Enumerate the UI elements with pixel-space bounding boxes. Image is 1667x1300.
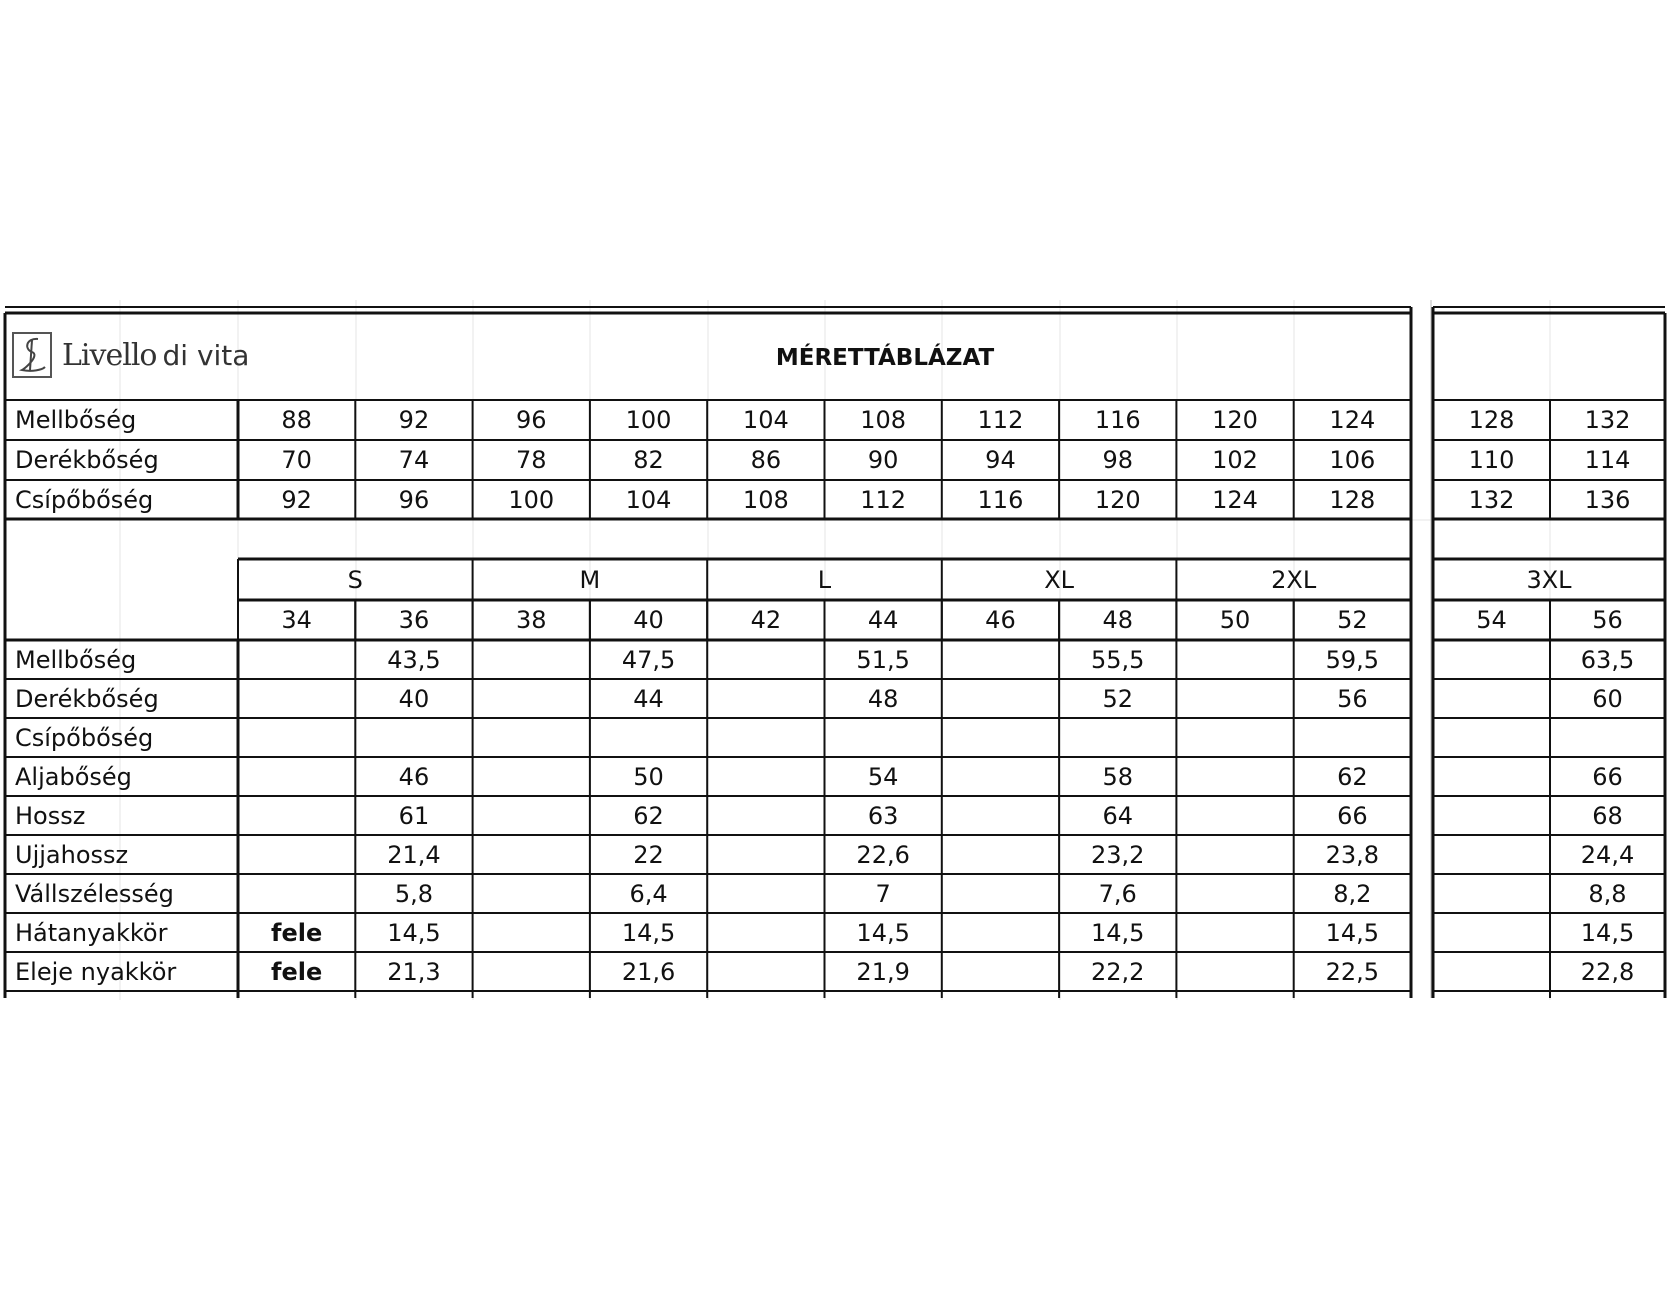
value-cell: 47,5: [621, 645, 676, 674]
value-cell: [238, 757, 355, 796]
value-cell: [1550, 718, 1665, 757]
size-number: 50: [1219, 605, 1251, 634]
value-cell: 104: [742, 405, 789, 434]
page-title: MÉRETTÁBLÁZAT: [775, 344, 995, 371]
value-cell: 48: [867, 684, 899, 713]
value-cell: [1176, 796, 1293, 835]
row-label: Hossz: [15, 801, 86, 830]
row-label: Derékbőség: [15, 445, 159, 474]
value-cell: [1433, 718, 1550, 757]
value-cell: 98: [1102, 445, 1134, 474]
value-cell: 63: [867, 801, 899, 830]
value-cell: 14,5: [1325, 918, 1380, 947]
value-cell: [942, 718, 1059, 757]
size-number: 54: [1476, 605, 1507, 634]
value-cell: [1176, 913, 1293, 952]
logo-monogram-icon: [12, 332, 52, 378]
value-cell: 14,5: [1091, 918, 1145, 947]
value-cell: 82: [633, 445, 664, 474]
value-cell: [238, 874, 355, 913]
value-cell: 86: [750, 445, 782, 474]
value-cell: [707, 913, 824, 952]
value-cell: [707, 796, 824, 835]
value-cell: [1176, 874, 1293, 913]
row-label: Csípőbőség: [15, 485, 154, 514]
value-cell: 62: [1337, 762, 1368, 791]
value-cell: [473, 640, 590, 679]
value-cell: 46: [398, 762, 430, 791]
value-cell: 22,6: [856, 840, 910, 869]
value-cell: 124: [1212, 485, 1258, 514]
value-cell: 104: [625, 485, 672, 514]
value-cell: 66: [1592, 762, 1623, 791]
value-cell: [1176, 679, 1293, 718]
size-number: 34: [281, 605, 312, 634]
value-cell: 22,5: [1325, 957, 1380, 986]
value-cell: fele: [271, 957, 323, 986]
value-cell: 63,5: [1580, 645, 1635, 674]
brand-logo: [12, 330, 249, 380]
value-cell: 132: [1468, 485, 1515, 514]
value-cell: 120: [1094, 485, 1141, 514]
value-cell: 96: [398, 485, 430, 514]
value-cell: [942, 640, 1059, 679]
value-cell: [1059, 718, 1176, 757]
value-cell: [1176, 640, 1293, 679]
value-cell: 5,8: [394, 879, 434, 908]
size-number: 38: [515, 605, 547, 634]
value-cell: [707, 757, 824, 796]
size-letter: S: [347, 565, 363, 594]
size-number: 40: [633, 605, 664, 634]
value-cell: [707, 952, 824, 991]
size-number: 48: [1102, 605, 1134, 634]
value-cell: [707, 874, 824, 913]
value-cell: 44: [633, 684, 664, 713]
value-cell: [473, 679, 590, 718]
value-cell: 54: [867, 762, 899, 791]
size-number: 52: [1337, 605, 1368, 634]
value-cell: 52: [1102, 684, 1134, 713]
row-label: Aljabőség: [15, 762, 132, 791]
value-cell: [473, 796, 590, 835]
value-cell: [473, 757, 590, 796]
value-cell: 108: [860, 405, 907, 434]
value-cell: 70: [281, 445, 312, 474]
value-cell: 68: [1592, 801, 1623, 830]
value-cell: 92: [398, 405, 430, 434]
value-cell: 114: [1584, 445, 1631, 474]
value-cell: [473, 718, 590, 757]
row-label: Csípőbőség: [15, 723, 154, 752]
value-cell: 8,8: [1588, 879, 1627, 908]
value-cell: 88: [281, 405, 312, 434]
value-cell: [1176, 952, 1293, 991]
value-cell: [942, 835, 1059, 874]
value-cell: 14,5: [387, 918, 441, 947]
value-cell: 22,8: [1580, 957, 1635, 986]
value-cell: 132: [1584, 405, 1631, 434]
value-cell: [942, 757, 1059, 796]
value-cell: 21,3: [387, 957, 441, 986]
value-cell: [473, 913, 590, 952]
value-cell: [473, 874, 590, 913]
value-cell: [942, 874, 1059, 913]
value-cell: 14,5: [621, 918, 676, 947]
value-cell: [942, 679, 1059, 718]
value-cell: [238, 796, 355, 835]
value-cell: 112: [977, 405, 1024, 434]
value-cell: [942, 796, 1059, 835]
logo-name: Livello: [62, 337, 157, 373]
value-cell: 21,4: [387, 840, 441, 869]
value-cell: [1433, 952, 1550, 991]
value-cell: 106: [1329, 445, 1376, 474]
value-cell: [238, 835, 355, 874]
size-letter: M: [579, 565, 601, 594]
value-cell: [473, 835, 590, 874]
value-cell: [707, 640, 824, 679]
value-cell: 92: [281, 485, 312, 514]
value-cell: [238, 679, 355, 718]
row-label: Mellbőség: [15, 405, 137, 434]
value-cell: [590, 718, 707, 757]
value-cell: [942, 952, 1059, 991]
size-letter: 2XL: [1271, 565, 1317, 594]
value-cell: [1433, 796, 1550, 835]
value-cell: 61: [398, 801, 430, 830]
value-cell: 100: [508, 485, 555, 514]
row-label: Vállszélesség: [15, 879, 174, 908]
size-number: 46: [985, 605, 1016, 634]
size-letter: XL: [1044, 565, 1074, 594]
row-label: Hátanyakkör: [15, 918, 168, 947]
value-cell: [1433, 835, 1550, 874]
value-cell: [1433, 874, 1550, 913]
value-cell: 21,9: [856, 957, 910, 986]
value-cell: 22: [633, 840, 664, 869]
value-cell: 43,5: [387, 645, 441, 674]
value-cell: 136: [1584, 485, 1631, 514]
value-cell: 110: [1468, 445, 1515, 474]
value-cell: 21,6: [621, 957, 676, 986]
value-cell: 14,5: [1580, 918, 1635, 947]
value-cell: 108: [742, 485, 789, 514]
value-cell: 7: [875, 879, 891, 908]
value-cell: [707, 718, 824, 757]
size-letter: 3XL: [1526, 565, 1572, 594]
value-cell: 24,4: [1580, 840, 1635, 869]
value-cell: 102: [1212, 445, 1258, 474]
value-cell: 128: [1329, 485, 1376, 514]
value-cell: [1433, 757, 1550, 796]
value-cell: 116: [977, 485, 1024, 514]
value-cell: 59,5: [1325, 645, 1380, 674]
value-cell: 56: [1337, 684, 1368, 713]
value-cell: 120: [1212, 405, 1258, 434]
value-cell: 55,5: [1091, 645, 1145, 674]
value-cell: [238, 640, 355, 679]
value-cell: 100: [625, 405, 672, 434]
value-cell: 116: [1094, 405, 1141, 434]
value-cell: 64: [1102, 801, 1134, 830]
value-cell: 90: [867, 445, 899, 474]
value-cell: 128: [1468, 405, 1515, 434]
value-cell: [1176, 835, 1293, 874]
value-cell: 96: [515, 405, 547, 434]
value-cell: 8,2: [1333, 879, 1372, 908]
value-cell: [1433, 640, 1550, 679]
value-cell: 22,2: [1091, 957, 1145, 986]
value-cell: 62: [633, 801, 664, 830]
value-cell: 112: [860, 485, 907, 514]
value-cell: 23,8: [1325, 840, 1380, 869]
row-label: Eleje nyakkör: [15, 957, 177, 986]
value-cell: 14,5: [856, 918, 910, 947]
size-letter: L: [817, 565, 832, 594]
value-cell: 78: [515, 445, 547, 474]
value-cell: [473, 952, 590, 991]
value-cell: [1433, 913, 1550, 952]
value-cell: 66: [1337, 801, 1368, 830]
value-cell: 40: [398, 684, 430, 713]
value-cell: 7,6: [1098, 879, 1137, 908]
value-cell: [942, 913, 1059, 952]
size-number: 56: [1592, 605, 1623, 634]
row-label: Ujjahossz: [15, 840, 129, 869]
value-cell: 58: [1102, 762, 1134, 791]
row-label: Derékbőség: [15, 684, 159, 713]
value-cell: [825, 718, 942, 757]
value-cell: [1294, 718, 1411, 757]
value-cell: [238, 718, 355, 757]
size-number: 44: [867, 605, 899, 634]
value-cell: 124: [1329, 405, 1376, 434]
value-cell: 94: [985, 445, 1016, 474]
value-cell: 23,2: [1091, 840, 1145, 869]
size-number: 42: [750, 605, 782, 634]
value-cell: fele: [271, 918, 323, 947]
value-cell: 50: [633, 762, 664, 791]
value-cell: [707, 835, 824, 874]
logo-suffix: di vita: [162, 338, 250, 372]
value-cell: [1176, 757, 1293, 796]
value-cell: 74: [398, 445, 430, 474]
value-cell: 6,4: [629, 879, 668, 908]
size-number: 36: [398, 605, 430, 634]
value-cell: [707, 679, 824, 718]
value-cell: [1433, 679, 1550, 718]
value-cell: 60: [1592, 684, 1623, 713]
value-cell: [1176, 718, 1293, 757]
value-cell: [355, 718, 472, 757]
value-cell: 51,5: [856, 645, 910, 674]
row-label: Mellbőség: [15, 645, 137, 674]
